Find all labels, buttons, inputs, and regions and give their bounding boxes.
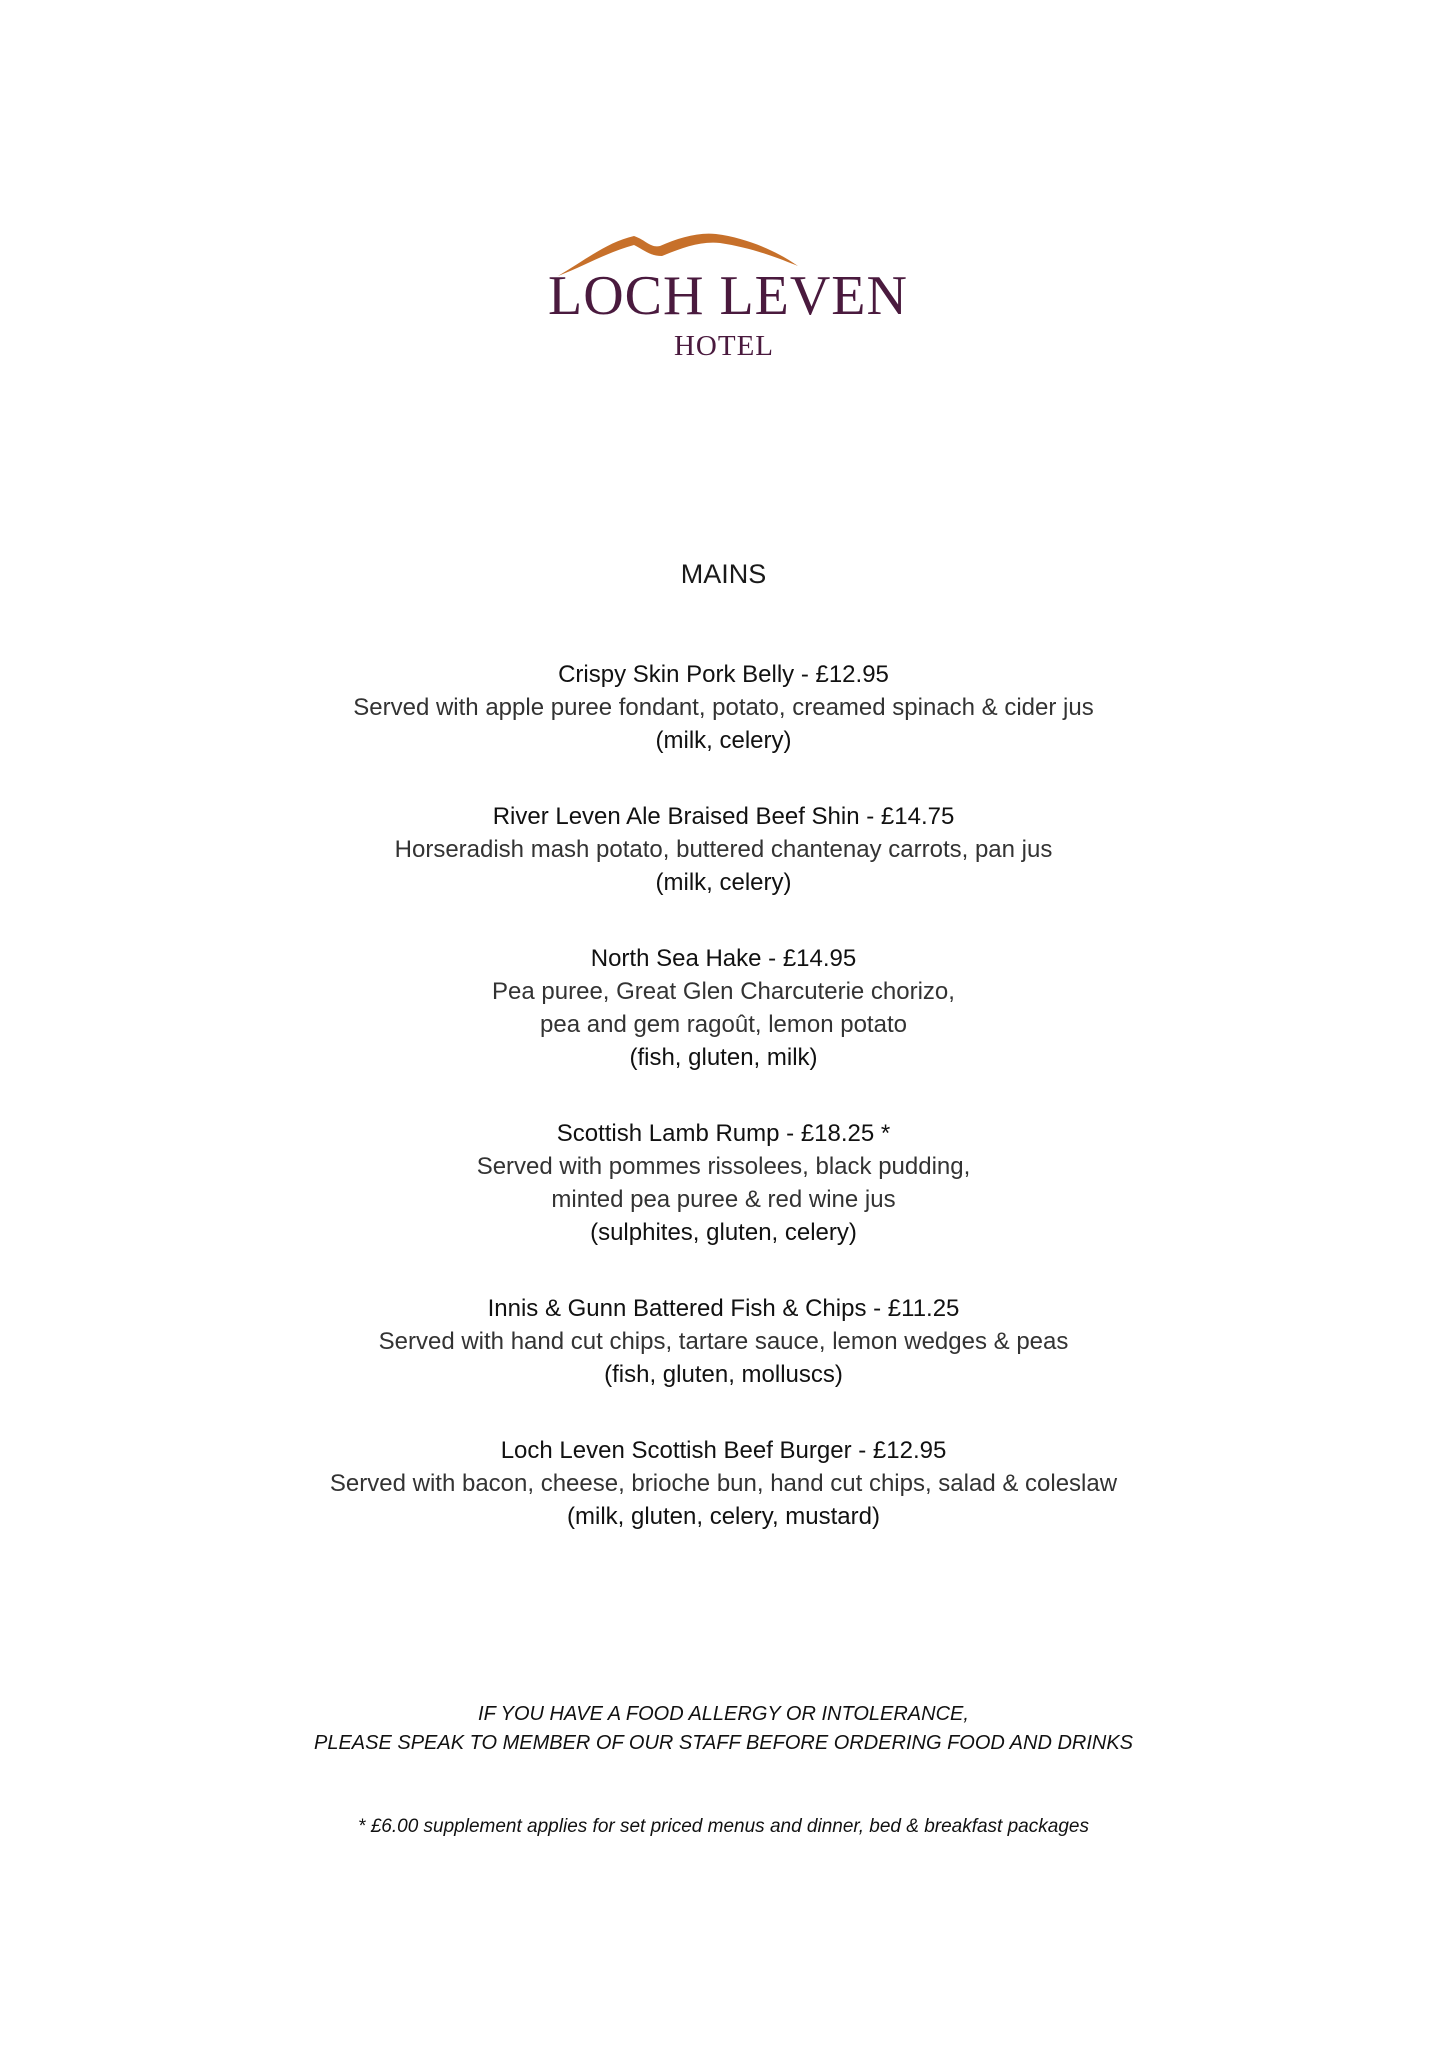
allergy-notice-line: PLEASE SPEAK TO MEMBER OF OUR STAFF BEFORE ORDERING FOOD AND DRINKS <box>313 1732 1134 1754</box>
dish-name: Innis & Gunn Battered Fish & Chips - £11.25 <box>487 1295 960 1322</box>
dish-name: Crispy Skin Pork Belly - £12.95 <box>558 661 889 688</box>
dish-description: Served with apple puree fondant, potato, creamed spinach & cider jus <box>353 694 1094 721</box>
dish-description: Served with hand cut chips, tartare sauce, lemon wedges & peas <box>378 1328 1069 1355</box>
dish-description: Pea puree, Great Glen Charcuterie chorizo, <box>492 978 955 1005</box>
logo-subtitle: HOTEL <box>673 330 775 362</box>
dish-allergens: (milk, celery) <box>655 869 792 896</box>
dish-description: Served with pommes rissolees, black pudding, <box>476 1153 971 1180</box>
dish-name: River Leven Ale Braised Beef Shin - £14.75 <box>492 803 955 830</box>
dish-description: Served with bacon, cheese, brioche bun, hand cut chips, salad & coleslaw <box>329 1470 1118 1497</box>
dish-item <box>0 1434 1447 1533</box>
section-title: MAINS <box>680 559 767 589</box>
dish-allergens: (milk, gluten, celery, mustard) <box>567 1503 880 1530</box>
menu-list <box>0 658 1447 1576</box>
dish-allergens: (fish, gluten, molluscs) <box>604 1361 843 1388</box>
allergy-notice-line: IF YOU HAVE A FOOD ALLERGY OR INTOLERANCE, <box>478 1703 969 1725</box>
supplement-footnote: * £6.00 supplement applies for set priced menus and dinner, bed & breakfast packages <box>358 1816 1089 1837</box>
dish-allergens: (milk, celery) <box>655 727 792 754</box>
allergy-notice <box>0 1700 1447 1758</box>
dish-name: Scottish Lamb Rump - £18.25 * <box>556 1120 891 1147</box>
dish-allergens: (sulphites, gluten, celery) <box>590 1219 857 1246</box>
hotel-logo <box>548 228 908 368</box>
dish-description: minted pea puree & red wine jus <box>551 1186 896 1213</box>
dish-name: North Sea Hake - £14.95 <box>590 945 857 972</box>
dish-item <box>0 800 1447 899</box>
logo-name: LOCH LEVEN <box>548 265 908 327</box>
dish-item <box>0 1117 1447 1249</box>
dish-item <box>0 942 1447 1074</box>
dish-name: Loch Leven Scottish Beef Burger - £12.95 <box>500 1437 947 1464</box>
dish-item <box>0 658 1447 757</box>
dish-description: Horseradish mash potato, buttered chantenay carrots, pan jus <box>394 836 1053 863</box>
dish-description: pea and gem ragoût, lemon potato <box>540 1011 907 1038</box>
dish-item <box>0 1292 1447 1391</box>
dish-allergens: (fish, gluten, milk) <box>629 1044 818 1071</box>
